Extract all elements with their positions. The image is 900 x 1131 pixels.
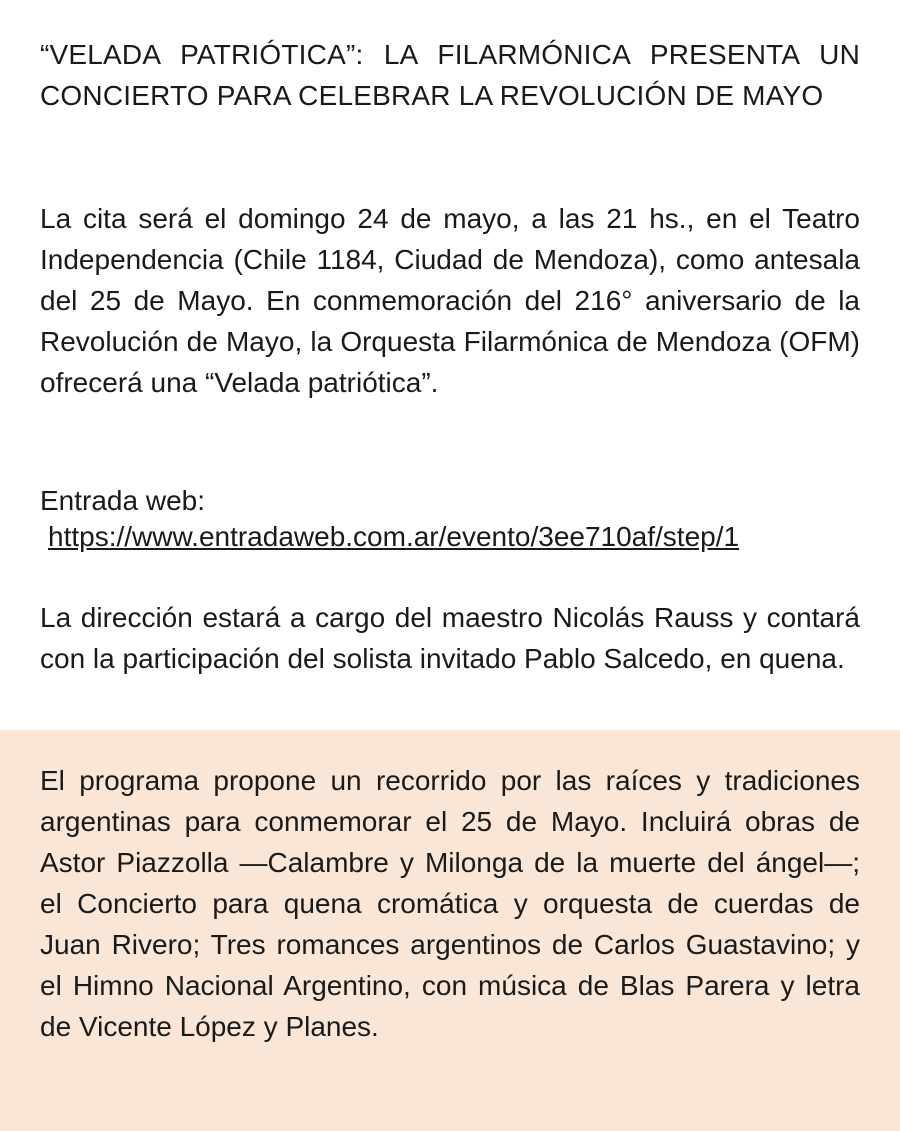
direction-paragraph: La dirección estará a cargo del maestro Nicolás Rauss y contará con la participación del solista invitado Pablo Salcedo, en quena. — [40, 602, 860, 674]
intro-paragraph: La cita será el domingo 24 de mayo, a las 21 hs., en el Teatro Independencia (Chile 1184, Ciudad de Mendoza), como antesala del 25 de Mayo. En conmemoración del 216° aniversario de la Revolución de Mayo, la Orquesta Filarmónica de Mendoza (OFM) ofrecerá una “Velada patriótica”. — [40, 203, 860, 398]
ticket-link[interactable]: https://www.entradaweb.com.ar/evento/3ee710af/step/1 — [48, 521, 740, 552]
article-title: “VELADA PATRIÓTICA”: LA FILARMÓNICA PRESENTA UN CONCIERTO PARA CELEBRAR LA REVOLUCIÓN DE MAYO — [40, 39, 860, 111]
program-paragraph: El programa propone un recorrido por las raíces y tradiciones argentinas para conmemorar el 25 de Mayo. Incluirá obras de Astor Piazzolla —Calambre y Milonga de la muerte del ángel—; el Concierto para quena cromática y orquesta de cuerdas de Juan Rivero; Tres romances argentinos de Carlos Guastavino; y el Himno Nacional Argentino, con música de Blas Parera y letra de Vicente López y Planes. — [40, 765, 860, 1042]
web-entry-label: Entrada web: — [40, 485, 205, 516]
